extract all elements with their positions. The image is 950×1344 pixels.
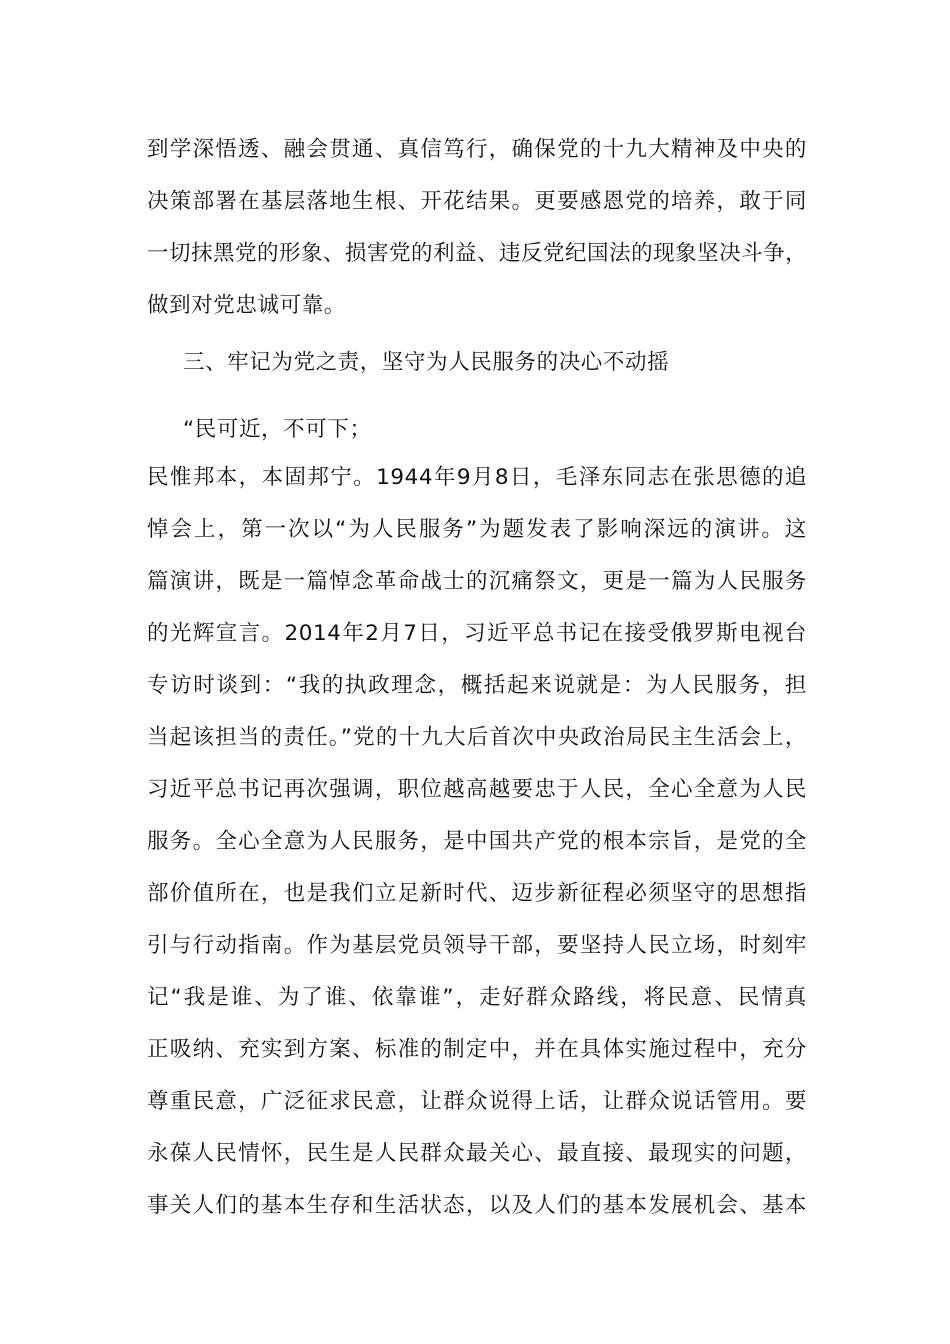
text-line: 服务。全心全意为人民服务，是中国共产党的根本宗旨，是党的全 (147, 829, 807, 854)
section-heading: 三、牢记为党之责，坚守为人民服务的决心不动摇 (183, 350, 670, 375)
text-line: 一切抹黑党的形象、损害党的利益、违反党纪国法的现象坚决斗争， (147, 241, 807, 266)
text-line: 到学深悟透、融会贯通、真信笃行，确保党的十九大精神及中央的 (147, 137, 807, 162)
text-line: 尊重民意，广泛征求民意，让群众说得上话，让群众说话管用。要 (147, 1089, 807, 1114)
text-line: 决策部署在基层落地生根、开花结果。更要感恩党的培养，敢于同 (147, 189, 807, 214)
quote-line: “民可近，不可下； (183, 417, 372, 442)
text-line: 部价值所在，也是我们立足新时代、迈步新征程必须坚守的思想指 (147, 881, 807, 906)
text-line: 悼会上，第一次以“为人民服务”为题发表了影响深远的演讲。这 (147, 517, 807, 542)
text-line: 的光辉宣言。2014年2月7日，习近平总书记在接受俄罗斯电视台 (147, 621, 807, 646)
text-line: 民惟邦本，本固邦宁。1944年9月8日，毛泽东同志在张思德的追 (147, 465, 807, 490)
text-line: 专访时谈到：“我的执政理念，概括起来说就是：为人民服务，担 (147, 673, 807, 698)
text-line: 篇演讲，既是一篇悼念革命战士的沉痛祭文，更是一篇为人民服务 (147, 569, 807, 594)
text-line: 当起该担当的责任。”党的十九大后首次中央政治局民主生活会上， (147, 725, 807, 750)
text-line: 做到对党忠诚可靠。 (147, 293, 346, 318)
text-line: 永葆人民情怀，民生是人民群众最关心、最直接、最现实的问题， (147, 1141, 807, 1166)
text-line: 习近平总书记再次强调，职位越高越要忠于人民，全心全意为人民 (147, 777, 807, 802)
text-line: 引与行动指南。作为基层党员领导干部，要坚持人民立场，时刻牢 (147, 933, 807, 958)
text-line: 记“我是谁、为了谁、依靠谁”，走好群众路线，将民意、民情真 (147, 985, 807, 1010)
text-line: 正吸纳、充实到方案、标准的制定中，并在具体实施过程中，充分 (147, 1037, 807, 1062)
text-line: 事关人们的基本生存和生活状态，以及人们的基本发展机会、基本 (147, 1193, 807, 1218)
